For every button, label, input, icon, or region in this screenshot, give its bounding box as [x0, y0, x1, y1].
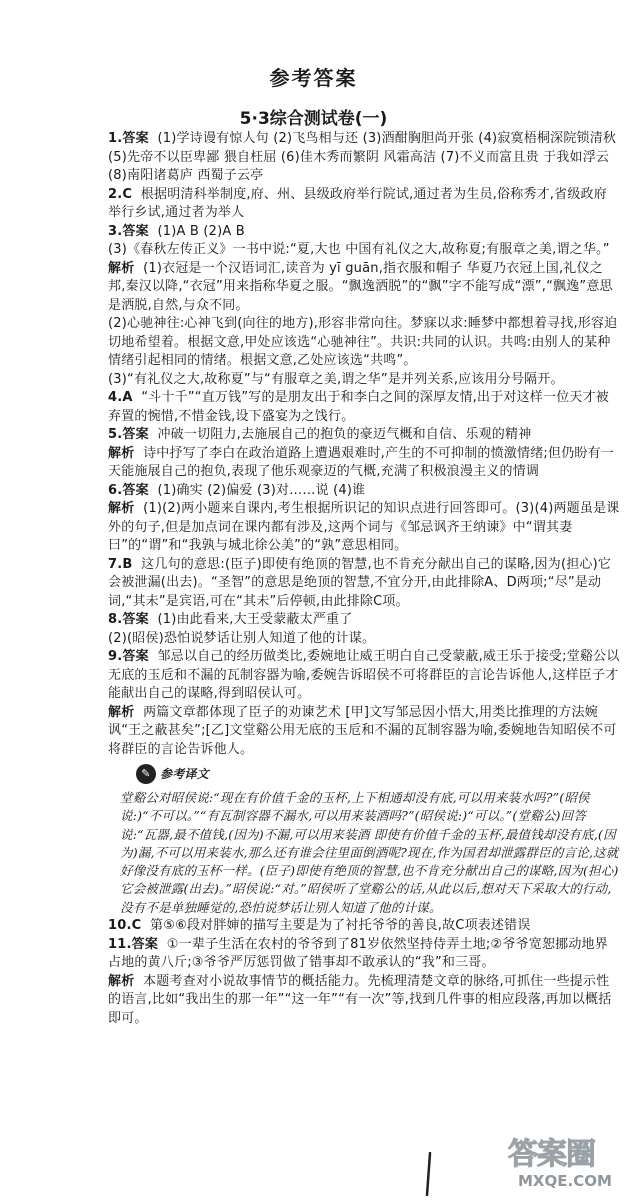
- question-number: 6.: [108, 482, 123, 498]
- answer-text: 本题考查对小说故事情节的概括能力。先梳理清楚文章的脉络,可抓住一些提示性的语言,比如“我出生的那一年”“这一年”“有一次”等,找到几件事的相应段落,再加以概括即可。: [108, 973, 612, 1026]
- answer-tag: 答案: [122, 427, 149, 442]
- answer-item: [108, 556, 620, 612]
- analysis-tag: 解析: [108, 704, 135, 720]
- question-number: 5.: [108, 427, 123, 442]
- analysis-tag: 解析: [108, 260, 135, 276]
- answer-text: (2)心驰神往:心神飞到(向往的地方),形容非常向往。梦寐以求:睡梦中都想着寻找,形容迫切地希望着。根据文意,甲处应该选“心驰神往”。共识:共同的认识。共鸣:由别人的某种情绪引起相同的情绪。根据文意,乙处应该选“共鸣”。: [108, 316, 618, 368]
- answer-text: 根据明清科举制度,府、州、县级政府举行院试,通过者为生员,俗称秀才,省级政府举行乡试,通过者为举人: [108, 186, 607, 220]
- answer-text: (1)确实 (2)偏爱 (3)对……说 (4)谁: [157, 482, 366, 498]
- analysis-tag: 解析: [108, 445, 135, 461]
- answer-tag: 答案: [122, 223, 149, 239]
- answer-item: [108, 130, 620, 186]
- answer-item: [108, 611, 620, 630]
- answer-text: 邹忌以自己的经历做类比,委婉地让威王明白自己受蒙蔽,威王乐于接受;堂谿公以无底的玉卮和不漏的瓦制容器为喻,委婉告诉昭侯不可将群臣的言论告诉他人,这样臣子才能献出自己的谋略,得到昭侯认可。: [108, 649, 620, 701]
- answer-text: 第⑤⑥段对胖婶的描写主要是为了衬托爷爷的善良,故C项表述错误: [150, 918, 531, 934]
- note-icon: ✎: [136, 764, 156, 784]
- answer-text: (1)(2)两小题来自课内,考生根据所识记的知识点进行回答即可。(3)(4)两题虽是课外的句子,但是加点词在课内都有涉及,这两个词与《邹忌讽齐王纳谏》中“谓其妻曰”的“谓”和“我孰与城北徐公美”的“孰”意思相同。: [108, 501, 620, 553]
- answer-item: [108, 371, 620, 390]
- question-number: 3.: [108, 223, 123, 239]
- question-number: 4.A: [108, 390, 133, 405]
- answer-item: [108, 445, 620, 482]
- answer-item: [108, 704, 620, 760]
- answer-tag: 答案: [131, 936, 159, 952]
- answer-item: [108, 630, 620, 649]
- watermark-url: MXQE.COM: [518, 1172, 612, 1190]
- answer-text: (1)A B (2)A B: [157, 223, 245, 239]
- answer-text: (3)《春秋左传正义》一书中说:“夏,大也 中国有礼仪之大,故称夏;有服章之美,谓之华。”: [108, 242, 610, 257]
- answer-tag: 答案: [122, 612, 149, 627]
- question-number: 8.: [108, 612, 123, 627]
- answer-text: 冲破一切阻力,去施展自己的抱负的豪迈气概和自信、乐观的精神: [157, 427, 532, 442]
- answer-item: [108, 648, 620, 704]
- answer-tag: 答案: [122, 649, 149, 664]
- question-number: 9.: [108, 649, 123, 664]
- answer-item: [108, 389, 620, 426]
- answer-text: (2)(昭侯)恐怕说梦话让别人知道了他的计谋。: [108, 630, 376, 646]
- translation-header: [136, 761, 620, 787]
- answer-text: (1)学诗谩有惊人句 (2)飞鸟相与还 (3)酒酣胸胆尚开张 (4)寂寞梧桐深院锁清秋 (5)先帝不以臣卑鄙 猥自枉屈 (6)佳木秀而繁阴 风霜高洁 (7)不义而富且贵 于我如浮云 (8)南阳诸葛庐 西蜀子云亭: [108, 131, 621, 183]
- answer-item: [108, 936, 620, 973]
- question-number: 10.C: [108, 918, 142, 934]
- answer-item: [108, 223, 620, 242]
- answer-item: [108, 917, 620, 936]
- answer-text: “斗十千”“直万钱”写的是朋友出于和李白之间的深厚友情,出于对这样一位天才被弃置的惋惜,不惜金钱,设下盛宴为之饯行。: [108, 390, 610, 424]
- section-title: 5·3综合测试卷(一): [239, 109, 388, 129]
- answer-content: [108, 130, 620, 1028]
- answer-text: 这几句的意思:(臣子)即使有绝顶的智慧,也不肯充分献出自己的谋略,因为(担心)它会被泄漏(出去)。“圣智”的意思是绝顶的智慧,不宜分开,由此排除A、D两项;“尽”是动词,“其未”是宾语,可在“其未”后停顿,由此排除C项。: [108, 556, 612, 609]
- answer-tag: 答案: [122, 482, 149, 498]
- answer-item: [108, 241, 620, 260]
- translation-text: 堂谿公对昭侯说:“现在有价值千金的玉杯,上下相通却没有底,可以用来装水吗?”(昭侯说:)“不可以。”“有瓦制容器不漏水,可以用来装酒吗?”(昭侯说:)“可以。”(堂谿公)回答说:“瓦器,最不值钱,(因为)不漏,可以用来装酒 即使有价值千金的玉杯,最值钱却没有底,(因为)漏,不可以用来装水,那么还有谁会往里面倒酒呢?现在,作为国君却泄露群臣的言论,这就好像没有底的玉杯一样。(臣子)即使有绝顶的智慧,也不肯充分献出自己的谋略,因为(担心)它会被泄露(出去)。”昭侯说:“对。”昭侯听了堂谿公的话,从此以后,想对天下采取大的行动,没有不是单独睡觉的,恐怕说梦话让别人知道了他的计谋。: [120, 790, 619, 915]
- answer-tag: 答案: [122, 131, 149, 146]
- answer-item: [108, 426, 620, 445]
- answer-item: [108, 315, 620, 371]
- pen-stroke-mark: [425, 1152, 433, 1196]
- answer-list-1: [108, 130, 620, 759]
- page-title: 参考答案: [269, 66, 358, 90]
- answer-item: [108, 260, 620, 316]
- answer-text: (1)衣冠是一个汉语词汇,读音为 yī guān,指衣服和帽子 华夏乃衣冠上国,礼仪之邦,秦汉以降,“衣冠”用来指称华夏之服。“飘逸洒脱”的“飘”字不能写成“漂”,“飘逸”意思是洒脱,自然,与众不同。: [108, 260, 613, 313]
- answer-item: [108, 186, 620, 223]
- watermark-logo-text: 答案圈: [508, 1137, 595, 1172]
- answer-item: [108, 500, 620, 556]
- question-number: 2.C: [108, 186, 133, 202]
- analysis-tag: 解析: [108, 973, 135, 989]
- answer-text: 两篇文章都体现了臣子的劝谏艺术 [甲]文写邹忌因小悟大,用类比推理的方法婉讽“王之蔽甚矣”;[乙]文堂谿公用无底的玉卮和不漏的瓦制容器为喻,委婉地告知昭侯不可将群臣的言论告诉他人。: [108, 704, 617, 757]
- answer-list-2: [108, 917, 620, 1028]
- translation-label: 参考译文: [160, 766, 209, 781]
- analysis-tag: 解析: [108, 501, 135, 516]
- question-number: 1.: [108, 131, 123, 146]
- site-watermark: [508, 1138, 620, 1196]
- answer-text: (3)“有礼仪之大,故称夏”与“有服章之美,谓之华”是并列关系,应该用分号隔开。: [108, 371, 564, 387]
- answer-text: (1)由此看来,大王受蒙蔽太严重了: [157, 612, 353, 627]
- answer-text: ①一辈子生活在农村的爷爷到了81岁依然坚持侍弄土地;②爷爷宽恕挪动地界占地的黄八斤;③爷爷严厉惩罚做了错事却不敢承认的“我”和三哥。: [108, 936, 608, 971]
- question-number: 11.: [108, 936, 132, 952]
- answer-item: [108, 482, 620, 501]
- question-number: 7.B: [108, 556, 133, 572]
- answer-text: 诗中抒写了李白在政治道路上遭遇艰难时,产生的不可抑制的愤激情绪;但仍盼有一天能施展自己的抱负,表现了他乐观豪迈的气概,充满了积极浪漫主义的情调: [108, 445, 614, 479]
- answer-item: [108, 973, 620, 1029]
